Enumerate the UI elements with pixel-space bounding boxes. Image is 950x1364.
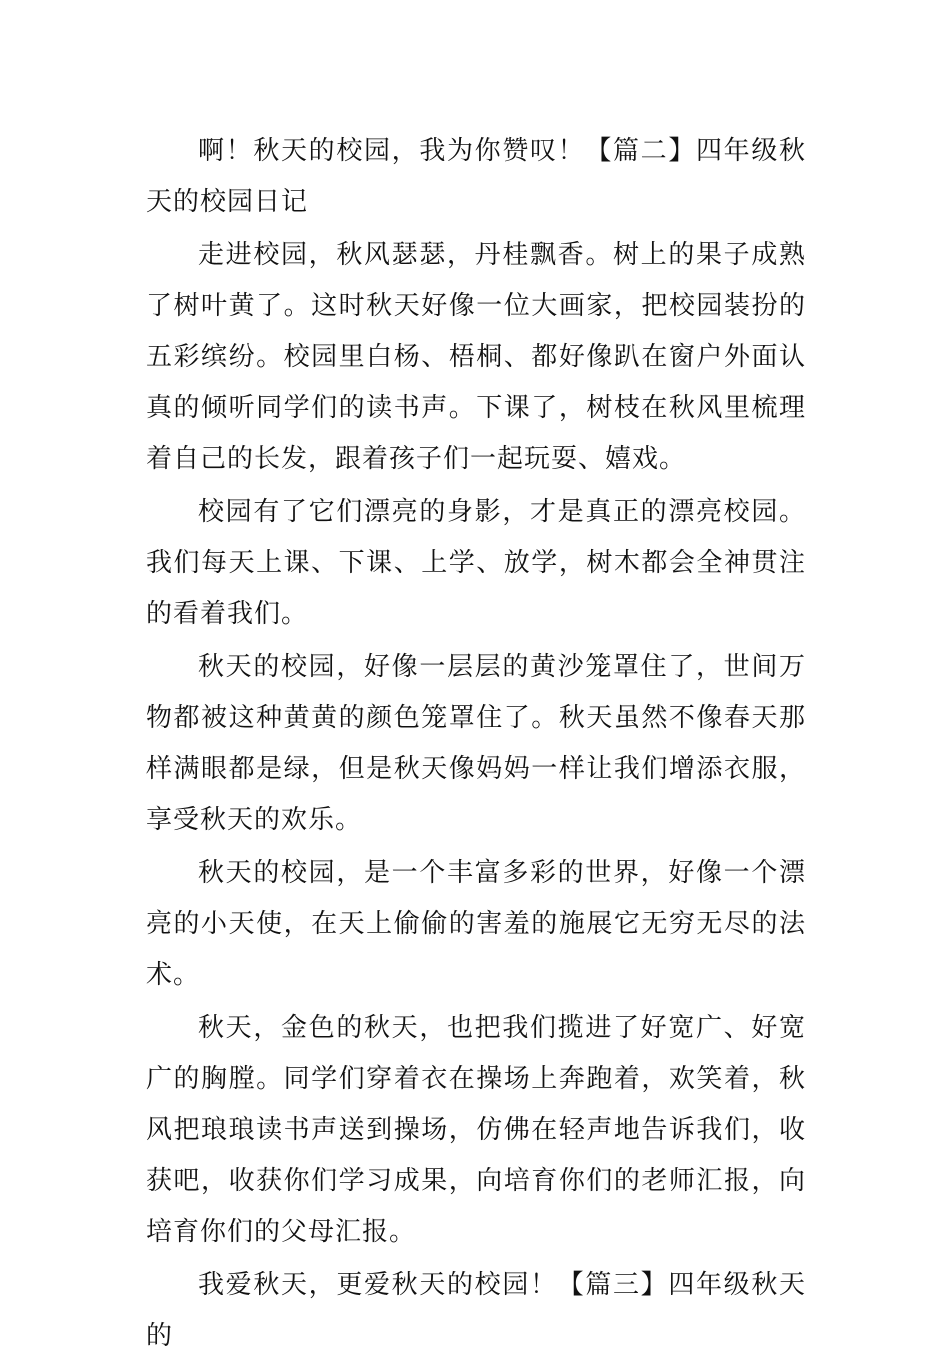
paragraph: 我爱秋天，更爱秋天的校园！【篇三】四年级秋天的 bbox=[146, 1270, 806, 1351]
paragraph: 秋天，金色的秋天，也把我们揽进了好宽广、好宽广的胸膛。同学们穿着衣在操场上奔跑着，欢笑着，秋风把琅琅读书声送到操场，仿佛在轻声地告诉我们，收获吧，收获你们学习成果，向培育你们的老师汇报，向培育你们的父母汇报。 bbox=[146, 1013, 806, 1247]
paragraph: 秋天的校园，是一个丰富多彩的世界，好像一个漂亮的小天使，在天上偷偷的害羞的施展它无穷无尽的法术。 bbox=[146, 858, 806, 990]
document-page bbox=[146, 126, 806, 1364]
paragraph: 校园有了它们漂亮的身影，才是真正的漂亮校园。我们每天上课、下课、上学、放学，树木都会全神贯注的看着我们。 bbox=[146, 497, 806, 629]
paragraph: 啊！秋天的校园，我为你赞叹！【篇二】四年级秋天的校园日记 bbox=[146, 136, 806, 217]
paragraph: 秋天的校园，好像一层层的黄沙笼罩住了，世间万物都被这种黄黄的颜色笼罩住了。秋天虽然不像春天那样满眼都是绿，但是秋天像妈妈一样让我们增添衣服，享受秋天的欢乐。 bbox=[146, 652, 806, 835]
paragraph: 走进校园，秋风瑟瑟，丹桂飘香。树上的果子成熟了树叶黄了。这时秋天好像一位大画家，把校园装扮的五彩缤纷。校园里白杨、梧桐、都好像趴在窗户外面认真的倾听同学们的读书声。下课了，树枝在秋风里梳理着自己的长发，跟着孩子们一起玩耍、嬉戏。 bbox=[146, 240, 806, 474]
